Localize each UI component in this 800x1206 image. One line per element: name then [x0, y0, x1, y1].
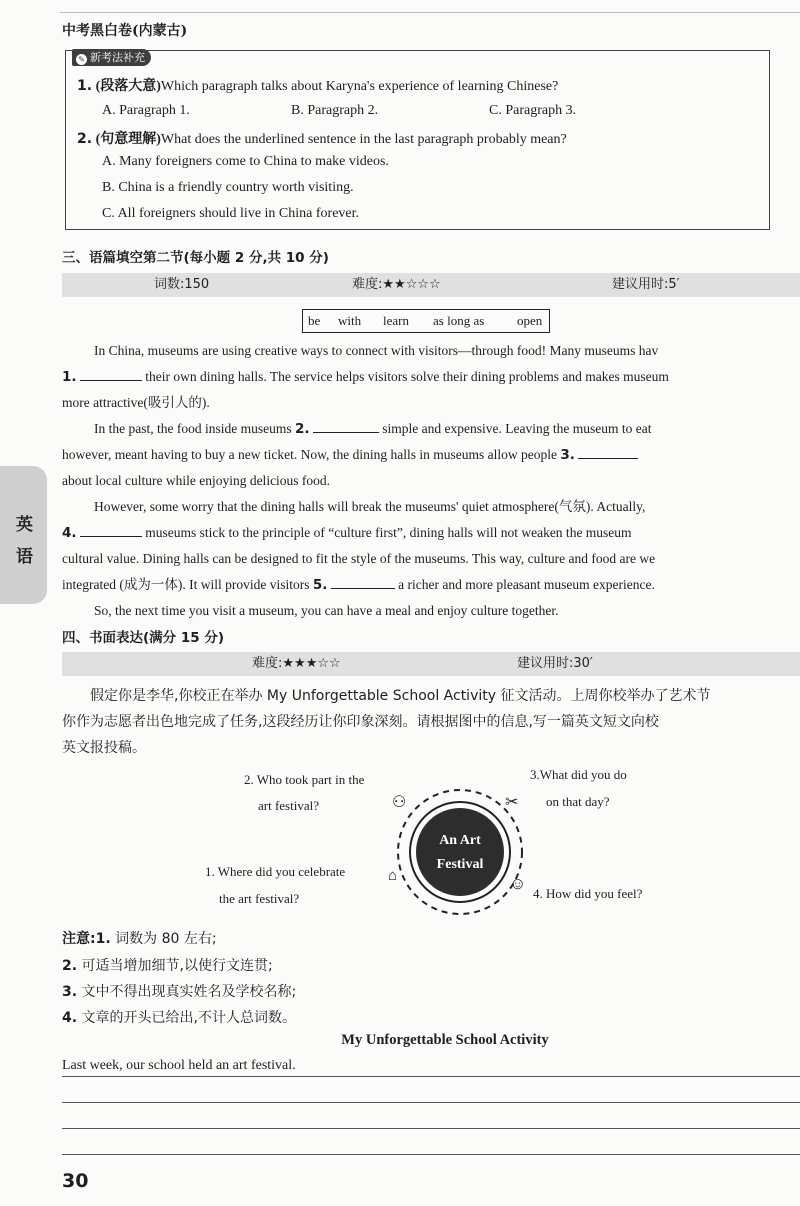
- word-item: be: [308, 313, 321, 328]
- section-3-info-bar: [62, 273, 800, 297]
- blank-1[interactable]: [80, 366, 142, 381]
- writing-line[interactable]: [62, 1102, 800, 1103]
- q1-option-a: A. Paragraph 1.: [102, 103, 190, 118]
- writing-line[interactable]: [62, 1076, 800, 1077]
- diagram-q2-line1: 2. Who took part in the: [244, 772, 365, 787]
- word-item: open: [517, 313, 543, 328]
- prompt-line: 假定你是李华,你校正在举办 My Unforgettable School Activity 征文活动。上周你校举办了艺术节: [90, 688, 711, 704]
- q2-option-c: C. All foreigners should live in China forever.: [102, 206, 360, 221]
- passage-line: 4. museums stick to the principle of “culture first”, dining halls will not weaken the museum: [62, 520, 800, 546]
- difficulty: 难度:★★★☆☆: [252, 656, 341, 671]
- passage-line: 1. their own dining halls. The service helps visitors solve their dining problems and makes museum: [62, 364, 800, 390]
- pin-icon: ✎: [76, 54, 87, 65]
- blank-3[interactable]: [578, 444, 638, 459]
- blank-5[interactable]: [331, 574, 395, 589]
- question-1: 1. (段落大意)Which paragraph talks about Karyna's experience of learning Chinese?: [77, 78, 559, 94]
- suggested-time: 建议用时:30′: [517, 656, 593, 671]
- passage-line: more attractive(吸引人的).: [62, 395, 210, 410]
- passage-line: So, the next time you visit a museum, you can have a meal and enjoy culture together.: [94, 603, 559, 618]
- word-box: [302, 309, 550, 333]
- word-item: with: [338, 313, 362, 328]
- prompt-line: 英文报投稿。: [62, 740, 146, 756]
- section-4-title: 四、书面表达(满分 15 分): [62, 630, 225, 646]
- q2-option-b: B. China is a friendly country worth visiting.: [102, 180, 354, 195]
- note-4: 4. 文章的开头已给出,不计人总词数。: [62, 1010, 296, 1026]
- top-rule: [60, 12, 800, 13]
- center-label-1: An Art: [439, 833, 481, 848]
- supplement-tag: ✎ 新考法补充: [72, 49, 151, 66]
- difficulty: 难度:★★☆☆☆: [352, 277, 441, 292]
- q1-option-b: B. Paragraph 2.: [291, 103, 379, 118]
- section-4-info-bar: [62, 652, 800, 676]
- tools-icon: ✂: [505, 794, 519, 811]
- note-2: 2. 可适当增加细节,以使行文连贯;: [62, 958, 273, 974]
- subject-tab: 英 语: [0, 466, 47, 604]
- essay-title: My Unforgettable School Activity: [341, 1032, 549, 1048]
- word-item: learn: [383, 313, 409, 328]
- word-item: as long as: [433, 313, 485, 328]
- passage-line: cultural value. Dining halls can be designed to fit the style of the museums. This way, culture and food are we: [62, 551, 656, 566]
- passage-line: However, some worry that the dining halls will break the museums' quiet atmosphere(气氛). Actually,: [94, 499, 646, 514]
- passage-line: In China, museums are using creative ways to connect with visitors—through food! Many museums hav: [94, 343, 659, 358]
- question-2: 2. (句意理解)What does the underlined sentence in the last paragraph probably mean?: [77, 131, 567, 147]
- center-circle: [416, 808, 504, 896]
- q2-option-a: A. Many foreigners come to China to make videos.: [102, 154, 389, 169]
- passage-line: integrated (成为一体). It will provide visitors 5. a richer and more pleasant museum experience.: [62, 572, 800, 598]
- smile-icon: ☺: [509, 874, 527, 893]
- diagram-q1-line1: 1. Where did you celebrate: [205, 864, 346, 879]
- diagram-q1-line2: the art festival?: [219, 891, 300, 906]
- writing-line[interactable]: [62, 1128, 800, 1129]
- passage-line: about local culture while enjoying delicious food.: [62, 473, 331, 488]
- prompt-line: 你作为志愿者出色地完成了任务,这段经历让你印象深刻。请根据图中的信息,写一篇英文短文向校: [62, 714, 659, 730]
- word-count: 词数:150: [154, 277, 210, 292]
- location-icon: ⌂: [388, 868, 398, 884]
- passage-line: In the past, the food inside museums 2. simple and expensive. Leaving the museum to eat: [62, 416, 800, 442]
- page-number: 30: [62, 1170, 89, 1192]
- diagram-q3-line2: on that day?: [546, 794, 610, 809]
- note-1: 注意:1. 词数为 80 左右;: [62, 931, 217, 947]
- note-3: 3. 文中不得出现真实姓名及学校名称;: [62, 984, 297, 1000]
- people-icon: ⚇: [392, 794, 407, 811]
- center-label-2: Festival: [436, 857, 484, 872]
- suggested-time: 建议用时:5′: [612, 277, 680, 292]
- blank-2[interactable]: [313, 418, 379, 433]
- section-3-title: 三、语篇填空第二节(每小题 2 分,共 10 分): [62, 250, 329, 266]
- writing-line[interactable]: [62, 1154, 800, 1155]
- page-header: 中考黑白卷(内蒙古): [62, 23, 188, 39]
- blank-4[interactable]: [80, 522, 142, 537]
- essay-start: Last week, our school held an art festival.: [62, 1058, 296, 1073]
- passage-line: however, meant having to buy a new ticket. Now, the dining halls in museums allow people 3.: [62, 442, 800, 468]
- diagram-q4: 4. How did you feel?: [533, 886, 643, 901]
- diagram-q3-line1: 3.What did you do: [530, 767, 627, 782]
- diagram-q2-line2: art festival?: [258, 798, 319, 813]
- q1-option-c: C. Paragraph 3.: [489, 103, 577, 118]
